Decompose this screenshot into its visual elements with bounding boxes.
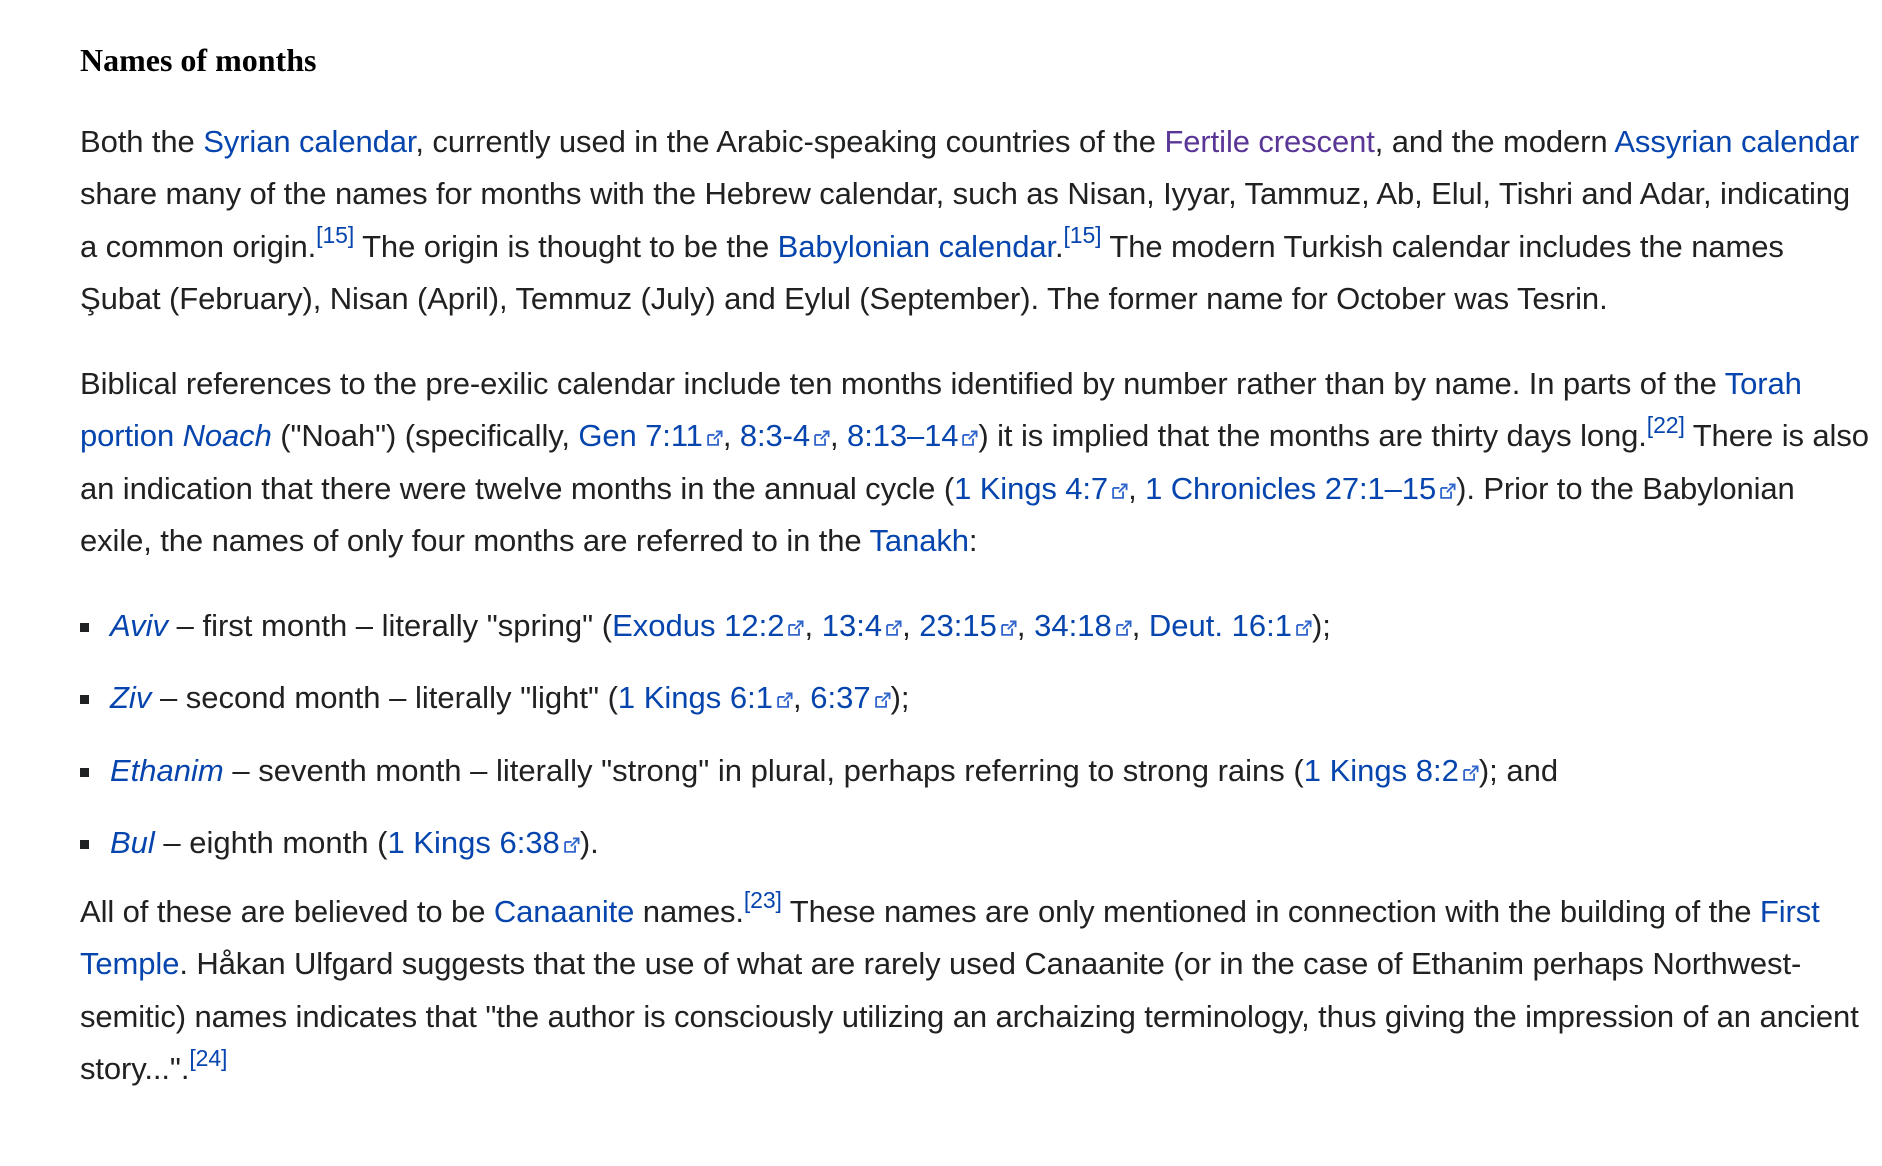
square-bullet [80,695,89,704]
text: These names are only mentioned in connection with the building of the [781,893,1760,929]
text: There is also an indication that there were twelve months in the annual cycle ( [80,418,1869,506]
list-item-ziv [80,672,1870,725]
text: ). Prior to the Babylonian exile, the names of only four months are referred to in the [80,470,1795,559]
link-label: Torah portion [80,365,1802,454]
link-fertile-crescent[interactable]: Fertile crescent [1164,123,1375,159]
link-label: 1 Kings 6:38 [387,825,560,861]
month-name: Ethanim [110,752,224,788]
link-label: Gen 7:11 [578,418,703,454]
text: , [1128,470,1146,506]
external-link-icon [885,620,902,637]
link-label-italic: Noach [182,418,272,454]
text: The origin is thought to be the [354,228,778,264]
ext-link-1-kings-6-38[interactable] [387,825,579,860]
text: ); [1311,607,1331,643]
text: – second month – literally "light" ( [151,680,618,716]
text: Biblical references to the pre-exilic calendar include ten months identified by number rather than by name. In parts of the [80,365,1725,401]
text: , [1131,607,1149,643]
citation-22[interactable]: [22] [1646,411,1685,438]
list-item-aviv [80,600,1870,653]
ext-link-6-37[interactable] [810,680,890,715]
ext-link-34-18[interactable] [1034,608,1132,643]
citation-23[interactable]: [23] [743,887,782,914]
external-link-icon [1000,620,1017,637]
ext-link-1-chronicles-27[interactable] [1145,471,1456,506]
text: , [722,418,740,454]
text: , and the modern [1374,123,1615,159]
text: The modern Turkish calendar includes the names Şubat (February), Nisan (April), Temmuz (July) and Eylul (September). The former name for October was Tesrin. [80,228,1784,317]
month-list [80,600,1870,870]
text: , [1016,607,1035,643]
text: All of these are believed to be [80,893,494,929]
text: , currently used in the Arabic-speaking countries of the [415,123,1165,159]
text: ); and [1478,752,1559,788]
article-content [80,40,1870,1128]
text: Both the [80,123,204,159]
ext-link-deut-16-1[interactable] [1149,608,1312,643]
citation-24[interactable]: [24] [189,1044,228,1071]
external-link-icon [706,430,723,447]
external-link-icon [776,692,793,709]
link-label: 1 Kings 8:2 [1303,752,1459,788]
ext-link-8-13-14[interactable] [847,418,978,453]
external-link-icon [787,620,804,637]
link-label: 13:4 [821,607,883,643]
external-link-icon [563,837,580,854]
link-first-temple[interactable]: First Temple [80,893,1820,982]
link-label: 8:3-4 [739,418,811,454]
link-label: 8:13–14 [847,418,959,454]
month-name: Aviv [110,607,169,643]
text: ) it is implied that the months are thirty days long. [978,418,1647,454]
ext-link-exodus-12-2[interactable] [612,608,804,643]
section-heading: Names of months [80,42,317,78]
square-bullet [80,768,89,777]
text: : [968,523,978,559]
list-item-bul [80,817,1870,870]
paragraph-month-names-origin [80,116,1870,326]
ext-link-23-15[interactable] [919,608,1017,643]
text: share many of the names for months with the Hebrew calendar, such as Nisan, Iyyar, Tammuz, Ab, Elul, Tishri and Adar, indicating a common origin. [80,176,1851,264]
citation-15-second[interactable]: [15] [1063,222,1102,249]
link-syrian-calendar[interactable]: Syrian calendar [203,123,416,159]
ext-link-13-4[interactable] [822,608,902,643]
link-canaanite[interactable]: Canaanite [493,893,635,929]
external-link-icon [1462,765,1479,782]
square-bullet [80,840,89,849]
link-label: 34:18 [1034,607,1112,643]
month-name: Ziv [110,680,152,716]
square-bullet [80,623,89,632]
text: ); [890,680,910,716]
link-label: Deut. 16:1 [1148,607,1292,643]
text: , [804,607,822,643]
link-aviv[interactable] [110,608,168,643]
link-tanakh[interactable]: Tanakh [869,523,969,559]
text: – eighth month ( [154,825,388,861]
ext-link-1-kings-8-2[interactable] [1304,753,1479,788]
link-label: 1 Chronicles 27:1–15 [1145,470,1437,506]
text: – seventh month – literally "strong" in plural, perhaps referring to strong rains ( [223,752,1304,788]
external-link-icon [961,430,978,447]
link-ethanim[interactable] [110,753,224,788]
text: , [830,418,848,454]
link-label: 23:15 [919,607,997,643]
external-link-icon [1115,620,1132,637]
external-link-icon [1295,620,1312,637]
ext-link-gen-7-11[interactable] [578,418,722,453]
link-label: 1 Kings 4:7 [954,470,1109,506]
paragraph-biblical-references [80,358,1870,568]
external-link-icon [813,430,830,447]
link-label: Exodus 12:2 [612,607,785,643]
link-babylonian-calendar[interactable]: Babylonian calendar [777,228,1055,264]
external-link-icon [1111,483,1128,500]
text: ("Noah") (specifically, [271,418,579,454]
link-ziv[interactable] [110,680,151,715]
text: ). [579,825,599,861]
paragraph-canaanite-names [80,886,1870,1096]
text: , [902,607,920,643]
external-link-icon [1439,483,1456,500]
text: . Håkan Ulfgard suggests that the use of what are rarely used Canaanite (or in the case of Ethanim perhaps Northwest-semitic) names indicates that "the author is consciously utilizing an archaizing terminology, thus giving the impression of an ancient story...". [80,946,1859,1087]
month-name: Bul [110,825,155,861]
external-link-icon [874,692,891,709]
link-assyrian-calendar[interactable]: Assyrian calendar [1614,123,1860,159]
text: names. [634,893,744,929]
link-label: 1 Kings 6:1 [617,680,773,716]
text: . [1054,228,1064,264]
ext-link-1-kings-4-7[interactable] [954,471,1128,506]
text: – first month – literally "spring" ( [168,607,613,643]
ext-link-1-kings-6-1[interactable] [618,680,793,715]
link-label: 6:37 [810,680,871,716]
text: , [793,680,811,716]
link-bul[interactable] [110,825,155,860]
list-item-ethanim [80,745,1870,798]
ext-link-8-3-4[interactable] [740,418,830,453]
citation-15[interactable]: [15] [316,222,355,249]
